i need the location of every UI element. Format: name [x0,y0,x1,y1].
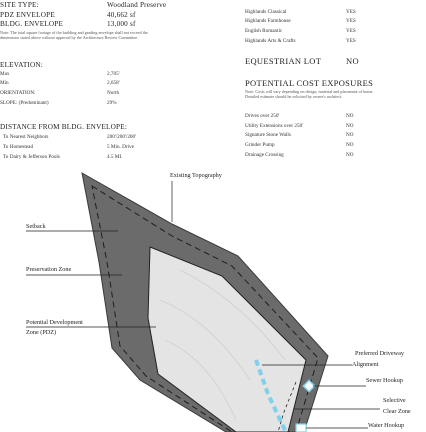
elev-max-label: Max [0,71,10,77]
slope-label: SLOPE: (Predominant) [0,100,49,106]
distance-heading: DISTANCE FROM BLDG. ENVELOPE: [0,123,128,131]
cost-row-2-value: NO [346,132,354,138]
clear-zone-label-line1: Selective [383,397,406,404]
cost-row-4-label: Drainage Crossing [245,152,284,158]
pdz-envelope-value: 40,662 sf [107,11,136,19]
elev-min-label: Min [0,80,9,86]
site-type-value: Woodland Preserve [107,1,167,9]
style-row-0-value: YES [346,9,356,15]
equestrian-label: EQUESTRIAN LOT [245,56,322,66]
bldg-envelope-label: BLDG. ENVELOPE [0,20,64,28]
style-row-1-label: Highlands Farmhouse [245,18,291,24]
driveway-label-line2: Alignment [352,361,379,368]
site-type-label: SITE TYPE: [0,1,39,9]
setback-label: Setback [26,223,46,230]
envelope-note: Note: The total square footage of the building and grading envelope shall not exceed the dimensions stated above without approval by the Architecture Review Committee. [0,30,148,40]
elev-max-value: 2,705' [107,71,120,77]
bldg-envelope-value: 13,000 sf [107,20,136,28]
style-row-3-label: Highlands Arts & Crafts [245,38,296,44]
cost-heading: POTENTIAL COST EXPOSURES [245,78,374,88]
clear-zone-label-line2: Clear Zone [383,408,411,415]
dist-neighbors-label: To Nearest Neighbors [3,134,49,140]
slope-value: 29% [107,100,117,106]
preservation-zone-label: Preservation Zone [26,266,72,273]
dist-homestead-value: 5 Min. Drive [107,144,134,150]
style-row-3-value: YES [346,38,356,44]
dist-pools-label: To Dairy & Jefferson Pools [3,154,60,160]
orientation-label: ORIENTATION: [0,90,36,96]
existing-topography-label: Existing Topography [170,172,222,179]
pdz-envelope-label: PDZ ENVELOPE [0,11,55,19]
cost-row-3-value: NO [346,142,354,148]
cost-row-3-label: Grinder Pump [245,142,275,148]
style-row-0-label: Highlands Classical [245,9,287,15]
cost-row-1-label: Utility Extensions over 250' [245,123,304,129]
cost-row-0-label: Drives over 250' [245,113,280,119]
cost-row-0-value: NO [346,113,354,119]
dist-neighbors-value: 200'/200'/200' [107,134,137,140]
equestrian-value: NO [346,56,359,66]
elevation-heading: ELEVATION: [0,61,43,69]
style-row-1-value: YES [346,18,356,24]
water-hookup-label: Water Hookup [368,422,405,429]
style-row-2-label: English Romantic [245,28,283,34]
water-hookup-marker [296,424,306,432]
cost-note: Note: Costs will vary depending on design, material and placement of home. Detailed estimate should be solicited by owner's architect. [245,89,374,99]
cost-row-1-value: NO [346,123,354,129]
dist-homestead-label: To Homestead [3,144,34,150]
cost-row-2-label: Signature Stone Walls [245,132,291,138]
pdz-label-line2: Zone (PDZ) [26,329,57,336]
pdz-label-line1: Potential Development [26,319,83,326]
orientation-value: North [107,90,120,96]
elev-min-value: 2,658' [107,80,120,86]
sewer-hookup-label: Sewer Hookup [366,377,403,384]
dist-pools-value: 4.5 MI. [107,154,123,160]
driveway-label-line1: Preferred Driveway [355,350,404,357]
style-row-2-value: YES [346,28,356,34]
cost-row-4-value: NO [346,152,354,158]
